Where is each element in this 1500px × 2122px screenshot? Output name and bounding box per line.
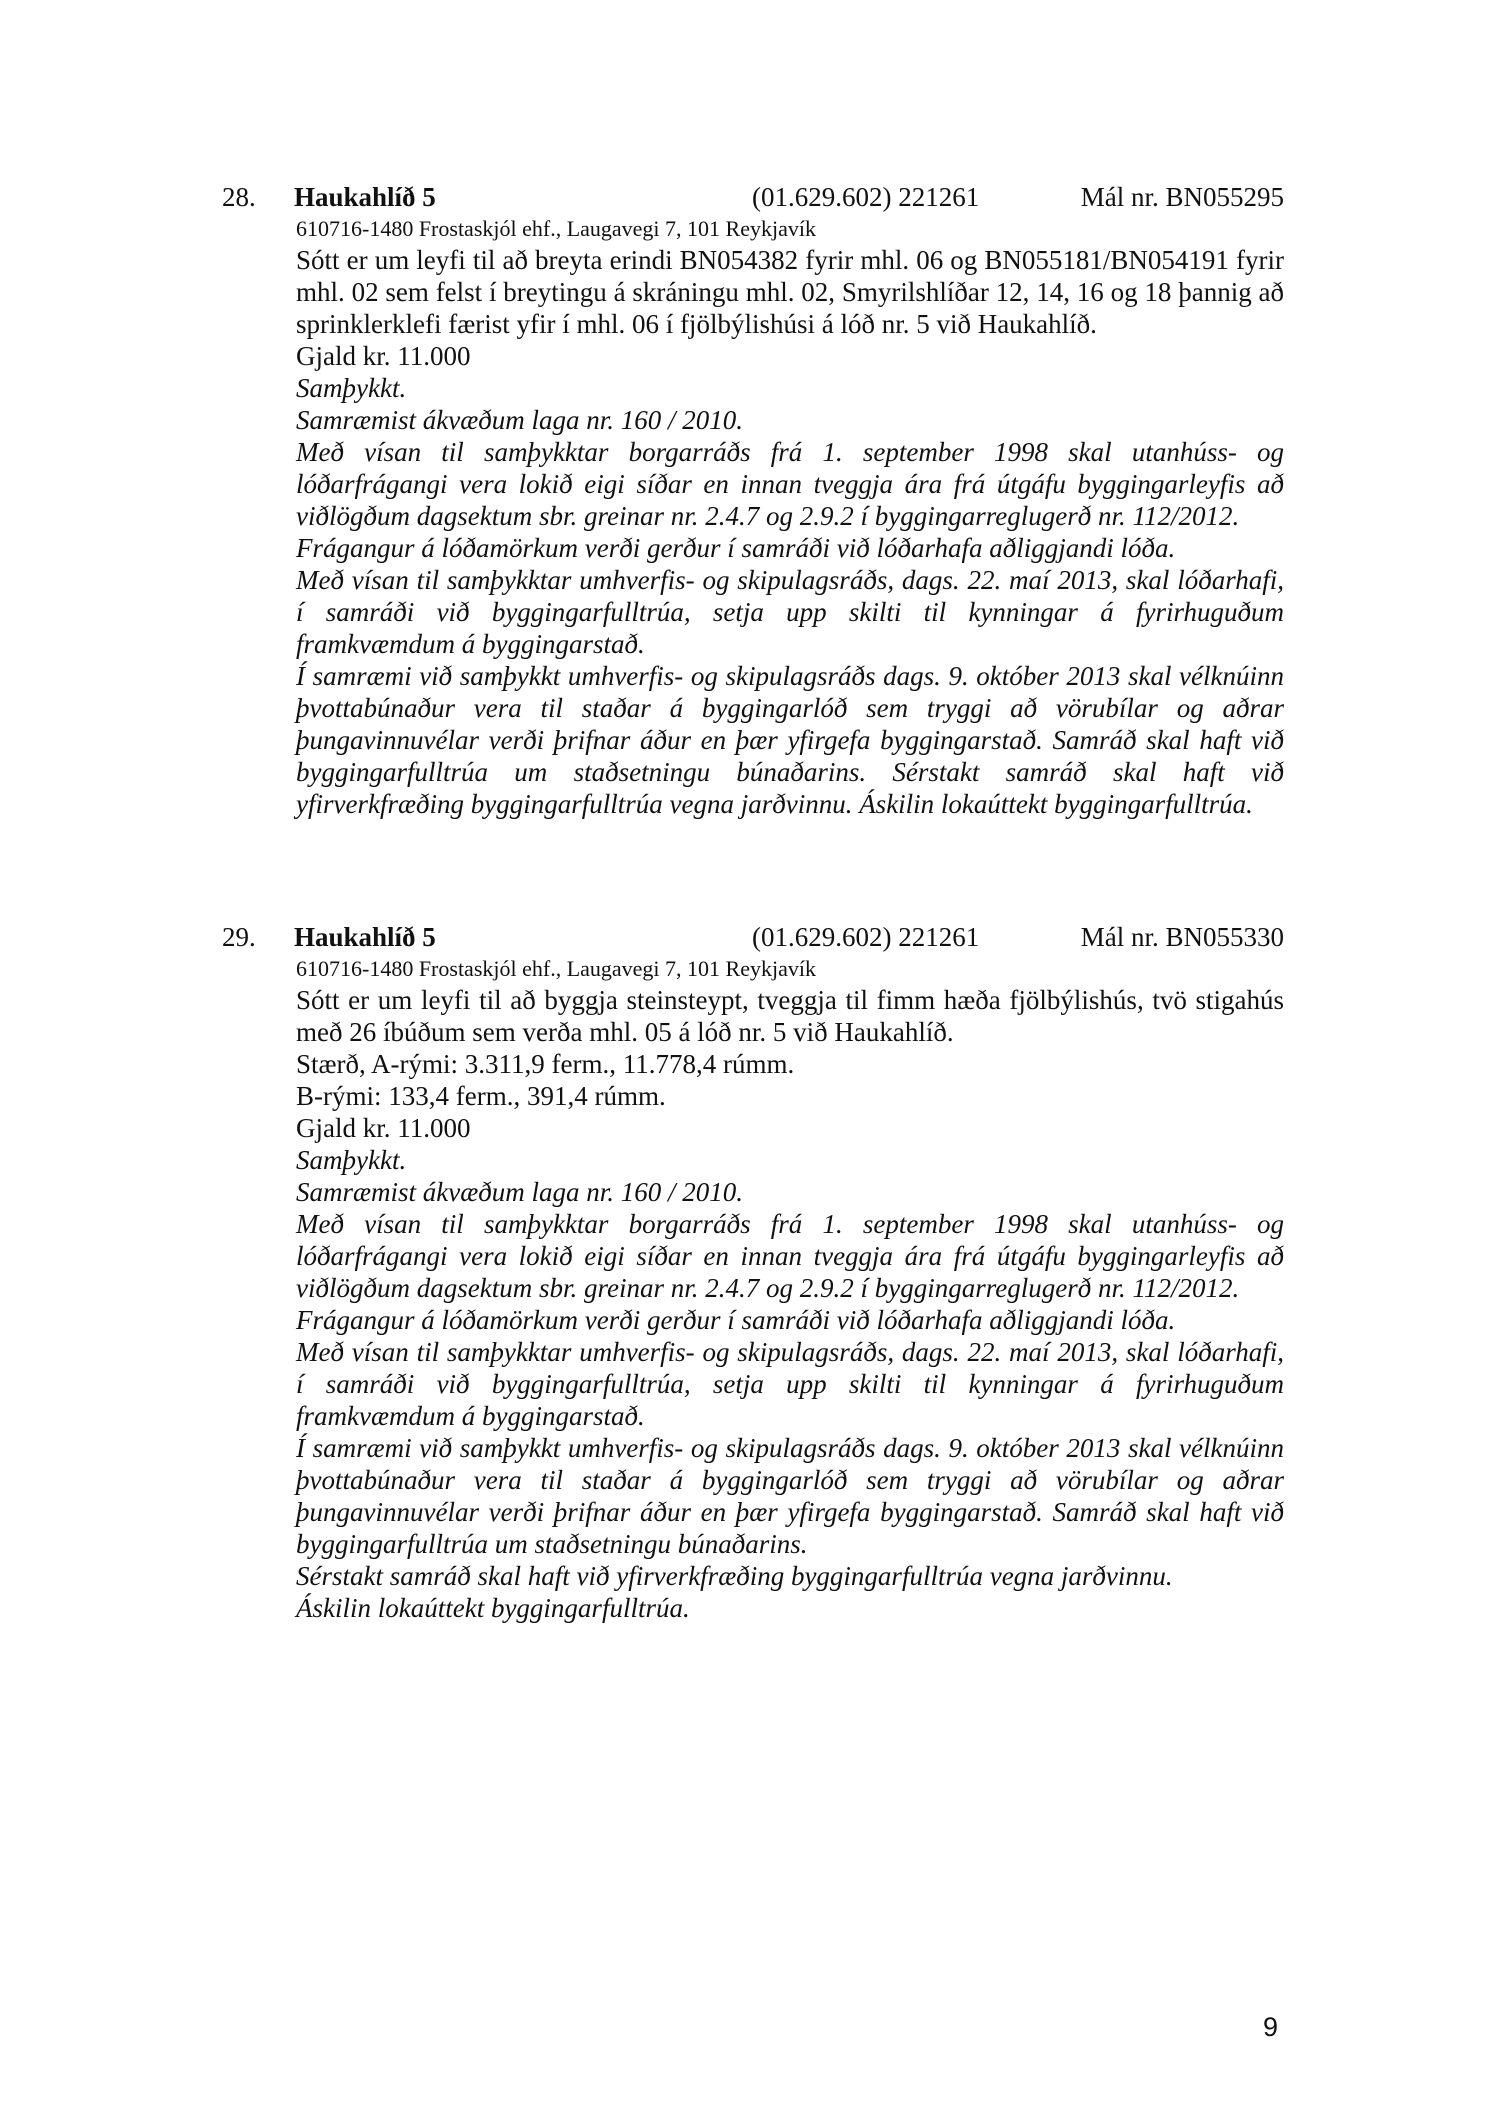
item-law: Samræmist ákvæðum laga nr. 160 / 2010. <box>296 1177 744 1207</box>
item-law: Samræmist ákvæðum laga nr. 160 / 2010. <box>296 405 744 435</box>
item-address: Haukahlíð 5 <box>294 182 436 212</box>
item-condition: Í samræmi við samþykkt umhverfis- og skipulagsráðs dags. 9. október 2013 skal vélknúinn þvottabúnaður vera til staðar á byggingarlóð sem tryggi að vörubílar og aðrar þungavinnuvélar verði þrifnar áður en þær yfirgefa byggingarstað. Samráð skal haft við byggingarfulltrúa um staðsetningu búnaðarins. <box>296 1433 1284 1559</box>
item-condition: Í samræmi við samþykkt umhverfis- og skipulagsráðs dags. 9. október 2013 skal vélknúinn þvottabúnaður vera til staðar á byggingarlóð sem tryggi að vörubílar og aðrar þungavinnuvélar verði þrifnar áður en þær yfirgefa byggingarstað. Samráð skal haft við byggingarfulltrúa um staðsetningu búnaðarins. Sérstakt samráð skal haft við yfirverkfræðing byggingarfulltrúa vegna jarðvinnu. Áskilin lokaúttekt byggingarfulltrúa. <box>296 661 1284 819</box>
item-land-ref: (01.629.602) 221261 <box>752 182 980 212</box>
item-address: Haukahlíð 5 <box>294 922 436 952</box>
item-header <box>222 180 1284 214</box>
item-case-number: Mál nr. BN055330 <box>1080 922 1284 952</box>
item-decision: Samþykkt. <box>296 373 407 403</box>
item-size-a: Stærð, A-rými: 3.311,9 ferm., 11.778,4 rúmm. <box>296 1049 795 1079</box>
item-applicant: 610716-1480 Frostaskjól ehf., Laugavegi 7, 101 Reykjavík <box>296 956 816 981</box>
item-decision: Samþykkt. <box>296 1145 407 1175</box>
item-description: Sótt er um leyfi til að breyta erindi BN054382 fyrir mhl. 06 og BN055181/BN054191 fyrir mhl. 02 sem felst í breytingu á skráningu mhl. 02, Smyrilshlíðar 12, 14, 16 og 18 þannig að sprinklerklefi færist yfir í mhl. 06 í fjölbýlishúsi á lóð nr. 5 við Haukahlíð. <box>296 245 1284 339</box>
item-condition: Með vísan til samþykktar borgarráðs frá 1. september 1998 skal utanhúss- og lóðarfrágangi vera lokið eigi síðar en innan tveggja ára frá útgáfu byggingarleyfis að viðlögðum dagsektum sbr. greinar nr. 2.4.7 og 2.9.2 í byggingarreglugerð nr. 112/2012. <box>296 1209 1284 1303</box>
item-header <box>222 920 1284 954</box>
item-fee: Gjald kr. 11.000 <box>296 1113 471 1143</box>
page-number: 9 <box>1262 2012 1278 2042</box>
item-condition: Sérstakt samráð skal haft við yfirverkfræðing byggingarfulltrúa vegna jarðvinnu. <box>296 1561 1173 1591</box>
item-condition: Áskilin lokaúttekt byggingarfulltrúa. <box>296 1593 690 1623</box>
item-number: 29. <box>222 922 256 952</box>
agenda-item-29 <box>222 920 1284 1624</box>
item-number: 28. <box>222 182 256 212</box>
agenda-item-28 <box>222 180 1284 820</box>
item-condition: Frágangur á lóðamörkum verði gerður í samráði við lóðarhafa aðliggjandi lóða. <box>296 533 1176 563</box>
item-condition: Með vísan til samþykktar umhverfis- og skipulagsráðs, dags. 22. maí 2013, skal lóðarhafi, í samráði við byggingarfulltrúa, setja upp skilti til kynningar á fyrirhuguðum framkvæmdum á byggingarstað. <box>296 565 1284 659</box>
item-size-b: B-rými: 133,4 ferm., 391,4 rúmm. <box>296 1081 666 1111</box>
item-fee: Gjald kr. 11.000 <box>296 341 471 371</box>
item-body <box>296 214 1284 820</box>
item-body <box>296 954 1284 1624</box>
item-land-ref: (01.629.602) 221261 <box>752 922 980 952</box>
item-description: Sótt er um leyfi til að byggja steinsteypt, tveggja til fimm hæða fjölbýlishús, tvö stigahús með 26 íbúðum sem verða mhl. 05 á lóð nr. 5 við Haukahlíð. <box>296 985 1284 1047</box>
item-case-number: Mál nr. BN055295 <box>1080 182 1284 212</box>
item-condition: Með vísan til samþykktar umhverfis- og skipulagsráðs, dags. 22. maí 2013, skal lóðarhafi, í samráði við byggingarfulltrúa, setja upp skilti til kynningar á fyrirhuguðum framkvæmdum á byggingarstað. <box>296 1337 1284 1431</box>
item-condition: Frágangur á lóðamörkum verði gerður í samráði við lóðarhafa aðliggjandi lóða. <box>296 1305 1176 1335</box>
item-condition: Með vísan til samþykktar borgarráðs frá 1. september 1998 skal utanhúss- og lóðarfrágangi vera lokið eigi síðar en innan tveggja ára frá útgáfu byggingarleyfis að viðlögðum dagsektum sbr. greinar nr. 2.4.7 og 2.9.2 í byggingarreglugerð nr. 112/2012. <box>296 437 1284 531</box>
item-applicant: 610716-1480 Frostaskjól ehf., Laugavegi 7, 101 Reykjavík <box>296 216 816 241</box>
